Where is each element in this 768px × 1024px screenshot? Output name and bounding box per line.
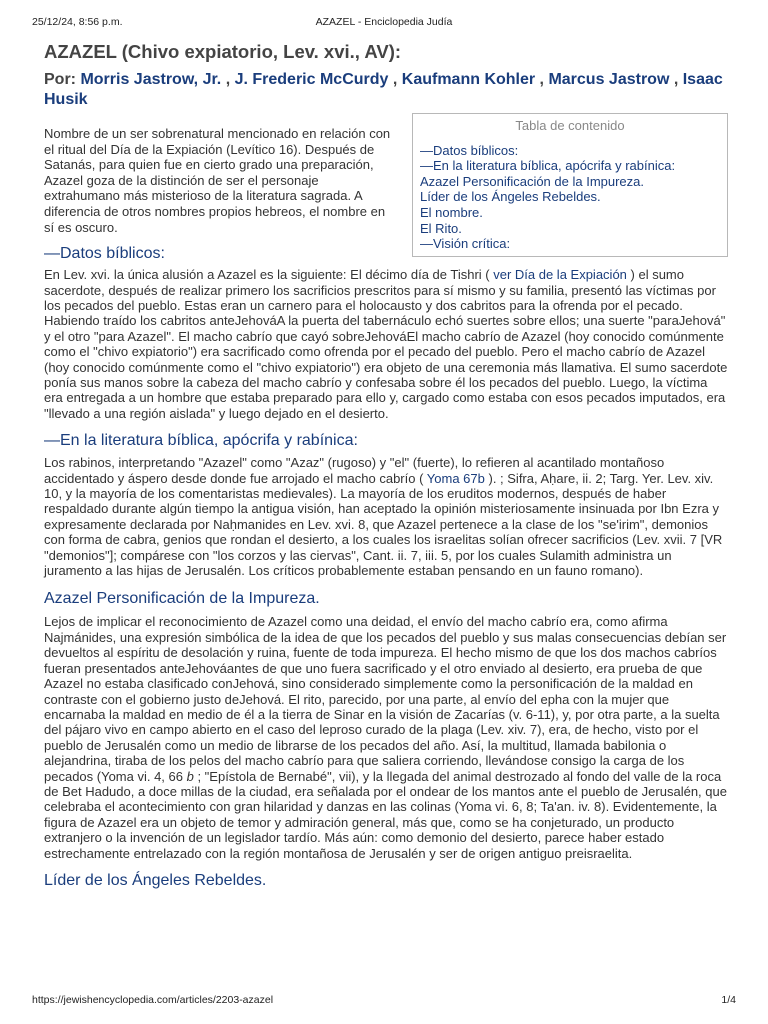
section-literatura (44, 431, 728, 578)
author-link[interactable]: J. Frederic McCurdy (234, 71, 389, 88)
paragraph-text: ). ; Sifra, Aḥare, ii. 2; Targ. Yer. Lev. xiv. 10, y la mayoría de los comentaristas medievales). La mayoría de los eruditos modernos, después de haber respaldado durante algún tiempo la antigua visión, han aceptado la opinión misteriosamente insinuada por Ibn Ezra y expresamente declarada por Naḥmanides en Lev. xvi. 8, que Azazel pertenece a la clase de los "se'irim", demonios con forma de cabra, genios que rondan el desierto, a los cuales los israelitas solían ofrecer sacrificios (Lev. xvii. 7 [VR "demonios"]; compárese con "los corzos y las ciervas", Cant. ii. 7, iii. 5, por los cuales Sulamith administra un juramento a las hijas de Jerusalén. Los críticos probablemente estaban pensando en un fauno romano). (44, 470, 723, 579)
paragraph-text: ; "Epístola de Bernabé", vii), y la llegada del animal destrozado al fondo del valle de la roca de Bet Hadudo, a doce millas de la ciudad, era señalada por el ondear de los mantos ante el pueblo de Jerusalén, que celebraba el acontecimiento con gran hilaridad y danzas en las colinas (Yoma vi. 6, 8; Ta'an. iv. 8). Evidentemente, la figura de Azazel era un objeto de temor y admiración general, más que, como se ha conjeturado, un producto extranjero o la invención de un legislador tardío. Más aún: como demonio del desierto, parece haber estado estrechamente entrelazado con la región montañosa de Jerusalén y ser de origen antiguo preisraelita. (44, 768, 727, 861)
toc-link-impureza[interactable]: Azazel Personificación de la Impureza. (420, 173, 645, 189)
toc-link-el-rito[interactable]: El Rito. (420, 220, 462, 236)
print-url: https://jewishencyclopedia.com/articles/2203-azazel (32, 994, 274, 1006)
print-date: 25/12/24, 8:56 p.m. (32, 16, 123, 28)
toc-title: Tabla de contenido (515, 118, 625, 133)
article-title: AZAZEL (Chivo expiatorio, Lev. xvi., AV): (44, 41, 402, 62)
paragraph-text: ) el sumo sacerdote, después de realizar primero los sacrificios prescritos para sí mismo y su familia, presentó las víctimas por los pecados del pueblo. Estas eran un carnero para el holocausto y dos cabritos para la ofrenda por el pecado. Habiendo traído los cabritos anteJehováA la puerta del tabernáculo echó suertes sobre ellos; una suerte "paraJehová" y el otro "para Azazel". El macho cabrío que cayó sobreJehováEl macho cabrío de Azazel (hoy conocido comúnmente como el "chivo expiatorio") era sacrificado como ofrenda por el pecado del pueblo. Pero el macho cabrío de Azazel (hoy conocido comúnmente como el "chivo expiatorio") era objeto de una ceremonia más llamativa. El sumo sacerdote ponía sus manos sobre la cabeza del macho cabrío y confesaba sobre él los pecados del pueblo. Luego, la víctima era entregada a un hombre que estaba preparado para ello y, cargado como estaba con esos pecados imputados, era "llevado a una región aislada" y luego dejado en el desierto. (44, 267, 728, 421)
italic-text: b (186, 768, 194, 784)
link-yoma[interactable]: Yoma 67b (426, 470, 485, 486)
author-separator: , (669, 71, 683, 88)
section-paragraph (44, 614, 728, 861)
section-heading: Azazel Personificación de la Impureza. (44, 590, 320, 608)
link-dia-expiacion[interactable]: ver Día de la Expiación (493, 267, 627, 283)
page-number: 1/4 (721, 994, 736, 1006)
toc-link-el-nombre[interactable]: El nombre. (420, 204, 483, 220)
section-impureza (44, 589, 728, 861)
section-datos-biblicos (44, 244, 728, 421)
by-label: Por: (44, 71, 81, 88)
author-separator: , (535, 71, 549, 88)
toc-link-datos-biblicos[interactable]: —Datos bíblicos: (420, 142, 519, 158)
author-link[interactable]: Kaufmann Kohler (401, 71, 536, 88)
author-byline (44, 70, 728, 110)
section-heading: —En la literatura bíblica, apócrifa y rabínica: (44, 432, 358, 450)
paragraph-text: Los rabinos, interpretando "Azazel" como "Azaz" (rugoso) y "el" (fuerte), lo refieren al acantilado montañoso accidentado y áspero desde donde fue arrojado el macho cabrío ( (44, 455, 665, 486)
toc-link-vision-critica[interactable]: —Visión crítica: (420, 236, 511, 252)
section-heading: Líder de los Ángeles Rebeldes. (44, 871, 267, 889)
intro-paragraph: Nombre de un ser sobrenatural mencionado en relación con el ritual del Día de la Expiación (Levítico 16). Después de Satanás, para quien fue en cierto grado una preparación, Azazel goza de la distinción de ser el personaje extrahumano más misterioso de la literatura sagrada. A diferencia de otros nombres propios hebreos, el nombre en sí es oscuro. (44, 126, 391, 235)
print-document-title: AZAZEL - Enciclopedia Judía (315, 16, 453, 28)
author-separator: , (388, 71, 402, 88)
table-of-contents (412, 113, 728, 257)
section-paragraph (44, 267, 728, 421)
article (44, 40, 728, 891)
section-paragraph (44, 455, 728, 578)
paragraph-text: En Lev. xvi. la única alusión a Azazel es la siguiente: El décimo día de Tishri ( (44, 267, 494, 283)
paragraph-text: Lejos de implicar el reconocimiento de Azazel como una deidad, el envío del macho cabrío era, como afirma Najmánides, una expresión simbólica de la idea de que los pecados del pueblo y sus malas consecuencias debían ser devueltos al espíritu de desolación y ruina, fuente de toda impureza. El hecho mismo de que los dos machos cabríos fueran presentados anteJehováantes de que uno fuera sacrificado y el otro enviado al desierto, era prueba de que Azazel no estaba clasificado conJehová, sino considerado simplemente como la personificación de la maldad en contraste con el gobierno justo deJehová. El rito, parecido, por una parte, al envío del epha con la mujer que encarnaba la maldad en medio de él a la tierra de Sinar en la visión de Zacarías (v. 6-11), y, por otra parte, a la suelta del pájaro vivo en campo abierto en el caso del leproso curado de la plaga (Lev. xiv. 7), era, de hecho, visto por el pueblo de Jerusalén como un medio de librarse de los pecados del año. Así, la multitud, llamada babilonia o alejandrina, tiraba de los pelos del macho cabrío para que saliera corriendo, llevándose consigo la carga de los pecados (Yoma vi. 4, 66 (44, 614, 727, 784)
author-link[interactable]: Morris Jastrow, Jr. (80, 71, 222, 88)
author-separator: , (221, 71, 235, 88)
author-link[interactable]: Isaac Husik (44, 71, 723, 108)
author-link[interactable]: Marcus Jastrow (548, 71, 670, 88)
toc-link-angeles-rebeldes[interactable]: Líder de los Ángeles Rebeldes. (420, 189, 601, 205)
section-angeles-rebeldes (44, 871, 728, 891)
toc-link-literatura[interactable]: —En la literatura bíblica, apócrifa y rabínica: (420, 158, 676, 174)
section-heading: —Datos bíblicos: (44, 245, 165, 263)
